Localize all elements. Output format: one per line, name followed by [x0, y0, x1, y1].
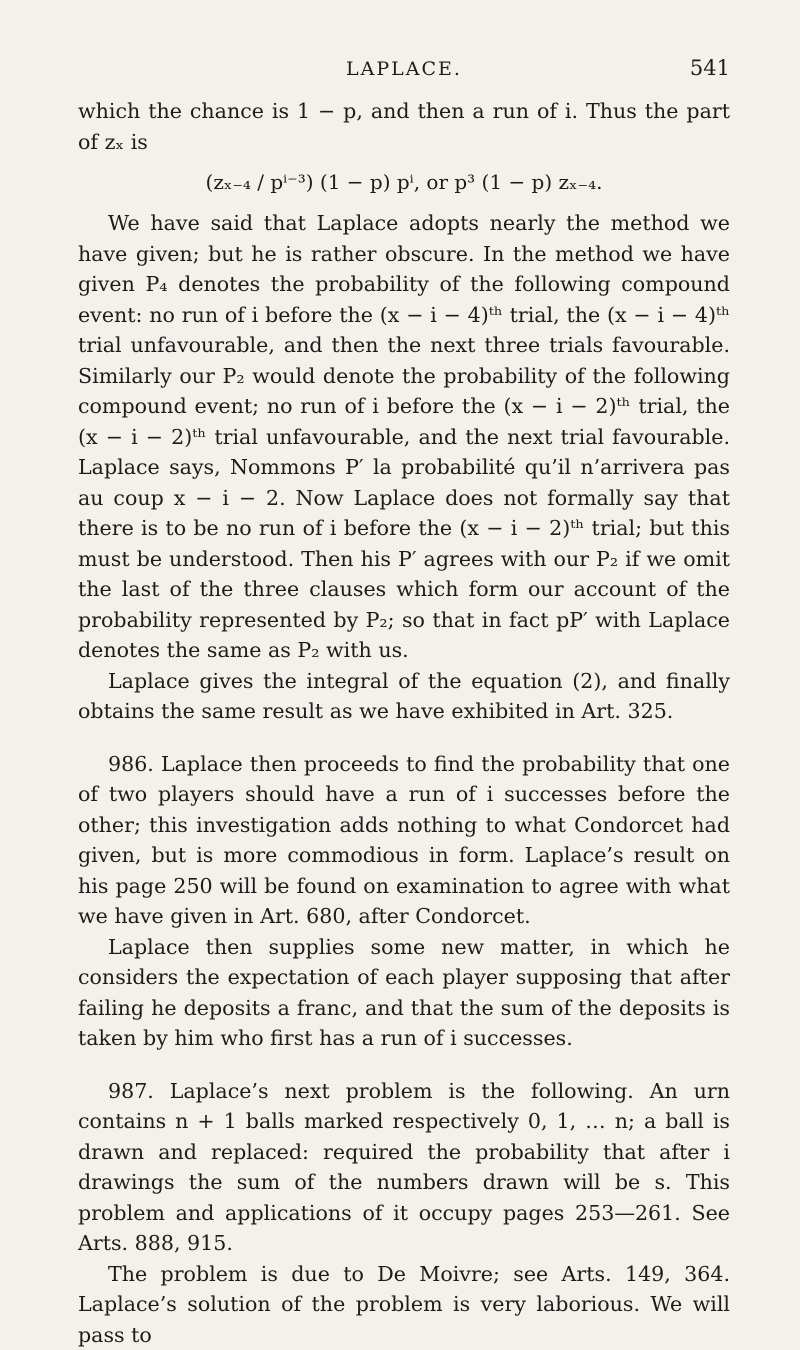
paragraph-art-986: 986. Laplace then proceeds to find the probability that one of two players should have a run of i successes before the other; this investigation adds nothing to what Condorcet had given, but is more commodious in form. Laplace’s result on his page 250 will be found on examination to agree with what we have given in Art. 680, after Condorcet.	[78, 749, 730, 932]
body-text	[78, 96, 730, 1350]
paragraph-method: We have said that Laplace adopts nearly the method we have given; but he is rather obscure. In the method we have given P₄ denotes the probability of the following compound event: no run of i before the (x − i − 4)ᵗʰ trial, the (x − i − 4)ᵗʰ trial unfavourable, and then the next three trials favourable. Similarly our P₂ would denote the probability of the following compound event; no run of i before the (x − i − 2)ᵗʰ trial, the (x − i − 2)ᵗʰ trial unfavourable, and the next trial favourable. Laplace says, Nommons P′ la probabilité qu’il n’arrivera pas au coup x − i − 2. Now Laplace does not formally say that there is to be no run of i before the (x − i − 2)ᵗʰ trial; but this must be understood. Then his P′ agrees with our P₂ if we omit the last of the three clauses which form our account of the probability represented by P₂; so that in fact pP′ with Laplace denotes the same as P₂ with us.	[78, 208, 730, 666]
paragraph-de-moivre: The problem is due to De Moivre; see Arts. 149, 364. Laplace’s solution of the problem is very laborious. We will pass to	[78, 1259, 730, 1350]
paragraph-art-987: 987. Laplace’s next problem is the following. An urn contains n + 1 balls marked respectively 0, 1, … n; a ball is drawn and replaced: required the probability that after i drawings the sum of the numbers drawn will be s. This problem and applications of it occupy pages 253—261. See Arts. 888, 915.	[78, 1076, 730, 1259]
display-formula: (zₓ₋₄ / pⁱ⁻³) (1 − p) pⁱ, or p³ (1 − p) zₓ₋₄.	[78, 157, 730, 208]
paragraph-expectation: Laplace then supplies some new matter, in which he considers the expectation of each player supposing that after failing he deposits a franc, and that the sum of the deposits is taken by him who first has a run of i successes.	[78, 932, 730, 1054]
page-number: 541	[690, 56, 730, 80]
running-head: LAPLACE.	[78, 58, 730, 80]
paragraph-continuation: which the chance is 1 − p, and then a run of i. Thus the part of zₓ is	[78, 96, 730, 157]
page-header	[78, 0, 730, 96]
paragraph-integral: Laplace gives the integral of the equation (2), and finally obtains the same result as we have exhibited in Art. 325.	[78, 666, 730, 727]
